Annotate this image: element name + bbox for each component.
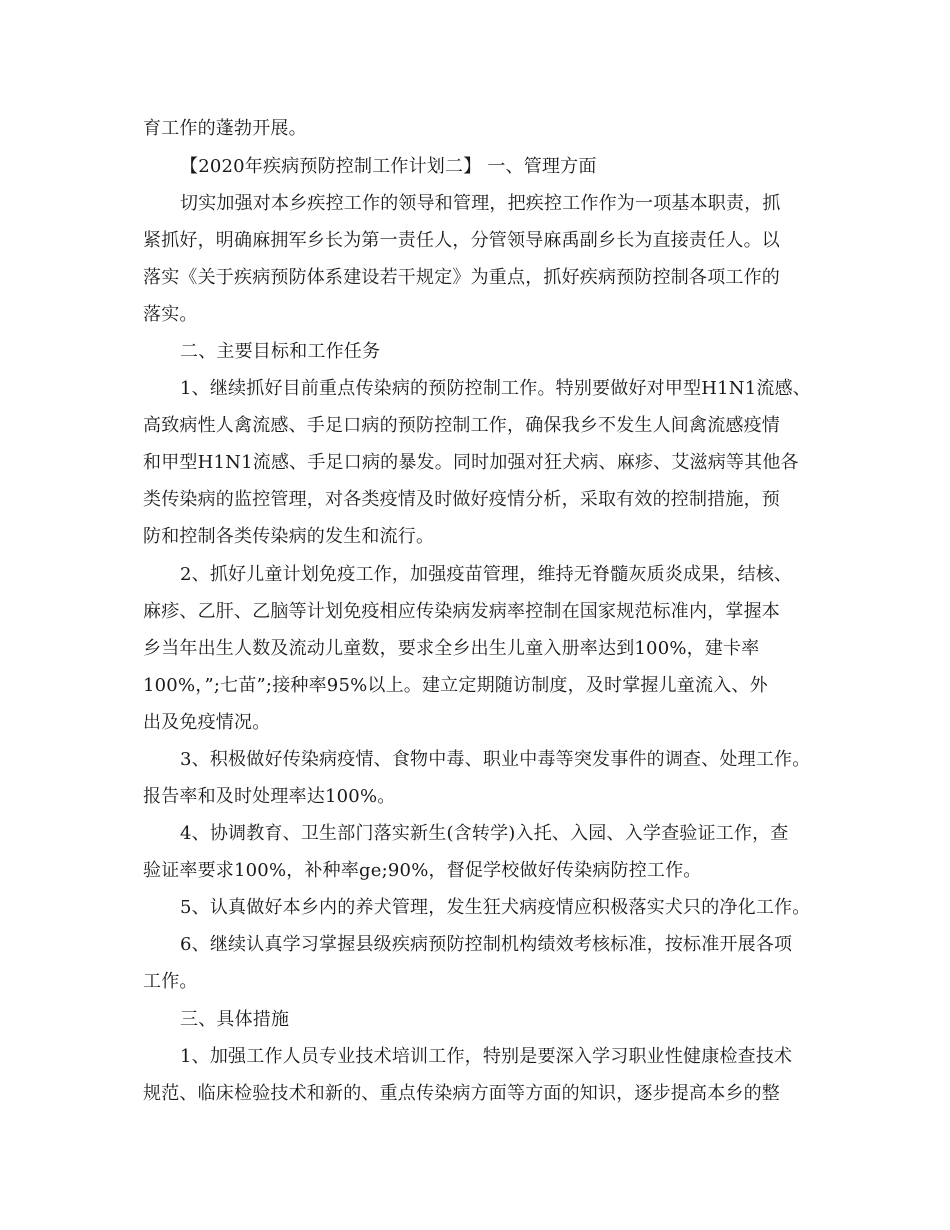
paragraph-line: 2、抓好儿童计划免疫工作，加强疫苗管理，维持无脊髓灰质炎成果，结核、 xyxy=(180,564,793,585)
paragraph-line: 4、协调教育、卫生部门落实新生(含转学)入托、入园、入学查验证工作，查 xyxy=(180,823,789,844)
paragraph-line: 报告率和及时处理率达100%。 xyxy=(143,786,396,807)
paragraph-line: 麻疹、乙肝、乙脑等计划免疫相应传染病发病率控制在国家规范标准内，掌握本 xyxy=(143,601,780,622)
paragraph-line: 乡当年出生人数及流动儿童数，要求全乡出生儿童入册率达到100%，建卡率 xyxy=(143,638,760,659)
paragraph-line: 5、认真做好本乡内的养犬管理，发生狂犬病疫情应积极落实犬只的净化工作。 xyxy=(180,897,811,918)
paragraph-line: 3、积极做好传染病疫情、食物中毒、职业中毒等突发事件的调查、处理工作。 xyxy=(180,749,811,770)
paragraph-line: 100%，”;七苗”;接种率95%以上。建立定期随访制度，及时掌握儿童流入、外 xyxy=(143,675,768,696)
paragraph-line: 1、加强工作人员专业技术培训工作，特别是要深入学习职业性健康检查技术 xyxy=(180,1046,793,1067)
paragraph-line: 类传染病的监控管理，对各类疫情及时做好疫情分析，采取有效的控制措施，预 xyxy=(143,489,780,510)
section-heading-line: 【2020年疾病预防控制工作计划二】 一、管理方面 xyxy=(180,156,597,177)
paragraph-line: 防和控制各类传染病的发生和流行。 xyxy=(143,526,435,547)
paragraph-line: 工作。 xyxy=(143,971,198,992)
paragraph-line: 和甲型H1N1流感、手足口病的暴发。同时加强对狂犬病、麻疹、艾滋病等其他各 xyxy=(143,452,799,473)
section-heading-line: 三、具体措施 xyxy=(180,1009,290,1030)
paragraph-line: 规范、临床检验技术和新的、重点传染病方面等方面的知识，逐步提高本乡的整 xyxy=(143,1083,780,1104)
paragraph-line: 出及免疫情况。 xyxy=(143,712,271,733)
paragraph-line: 育工作的蓬勃开展。 xyxy=(143,118,307,139)
paragraph-line: 落实《关于疾病预防体系建设若干规定》为重点，抓好疾病预防控制各项工作的 xyxy=(143,267,780,288)
paragraph-line: 验证率要求100%，补种率ge;90%，督促学校做好传染病防控工作。 xyxy=(143,860,702,881)
paragraph-line: 落实。 xyxy=(143,304,198,325)
paragraph-line: 紧抓好，明确麻拥军乡长为第一责任人，分管领导麻禹副乡长为直接责任人。以 xyxy=(143,230,780,251)
paragraph-line: 6、继续认真学习掌握县级疾病预防控制机构绩效考核标准，按标准开展各项 xyxy=(180,934,793,955)
paragraph-line: 1、继续抓好目前重点传染病的预防控制工作。特别要做好对甲型H1N1流感、 xyxy=(180,378,812,399)
paragraph-line: 切实加强对本乡疾控工作的领导和管理，把疾控工作作为一项基本职责，抓 xyxy=(180,193,781,214)
paragraph-line: 高致病性人禽流感、手足口病的预防控制工作，确保我乡不发生人间禽流感疫情 xyxy=(143,415,780,436)
section-heading-line: 二、主要目标和工作任务 xyxy=(180,341,381,362)
